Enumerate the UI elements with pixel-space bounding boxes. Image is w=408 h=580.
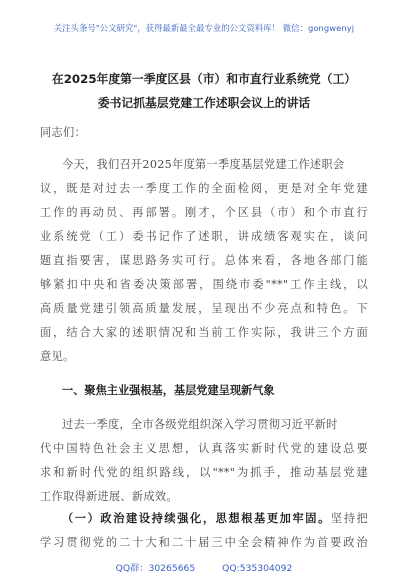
- subsection-text: 坚持把: [330, 512, 368, 525]
- subsection-heading-line: [62, 510, 368, 526]
- paragraph-line: 过去一季度，全市各级党组织深入学习贯彻习近平新时: [62, 418, 338, 431]
- document-title-line-2: 委书记抓基层党建工作述职会议上的讲话: [97, 96, 311, 110]
- paragraph-line: 议，既是对过去一季度工作的全面检阅，更是对全年党建: [40, 182, 368, 195]
- document-title-line-1: 在2025年度第一季度区县（市）和市直行业系统党（工）: [51, 72, 357, 86]
- footer-contact: [0, 560, 408, 574]
- paragraph-line: 题直指要害，谋思路务实可行。总体来看，各地各部门能: [40, 254, 368, 267]
- paragraph-line: 高质量党建引领高质量发展，呈现出不少亮点和特色。下: [40, 302, 368, 315]
- footer-qq: QQ:535304092: [222, 563, 293, 574]
- paragraph-line: 意见。: [40, 350, 75, 363]
- paragraph-line: 工作取得新进展、新成效。: [40, 490, 178, 503]
- paragraph-line: 代中国特色社会主义思想，认真落实新时代党的建设总要: [40, 442, 368, 455]
- paragraph-line: 业系统党（工）委书记作了述职，讲成绩客观实在，谈问: [40, 230, 368, 243]
- subsection-heading: （一）政治建设持续强化，思想根基更加牢固。: [62, 512, 331, 525]
- paragraph-line: 学习贯彻党的二十大和二十届三中全会精神作为首要政治: [40, 536, 368, 549]
- paragraph-line: 求和新时代党的组织路线，以"**"为抓手，推动基层党建: [40, 466, 368, 479]
- section-heading: 一、聚焦主业强根基，基层党建呈现新气象: [62, 384, 275, 397]
- paragraph-line: 工作的再动员、再部署。刚才，个区县（市）和个市直行: [40, 206, 368, 219]
- paragraph-line: 今天，我们召开2025年度第一季度基层党建工作述职会: [62, 158, 345, 171]
- paragraph-line: 面，结合大家的述职情况和当前工作实际，我讲三个方面: [40, 326, 368, 339]
- header-note: 关注头条号"公文研究"，获得最新最全最专业的公文资料库！ 微信：gongwenyj: [53, 23, 355, 33]
- footer-qq-group: QQ群：30265665: [115, 563, 196, 574]
- paragraph-line: 够紧扣中央和省委决策部署，围绕市委"**"工作主线，以: [40, 278, 368, 291]
- salutation: 同志们：: [40, 126, 86, 139]
